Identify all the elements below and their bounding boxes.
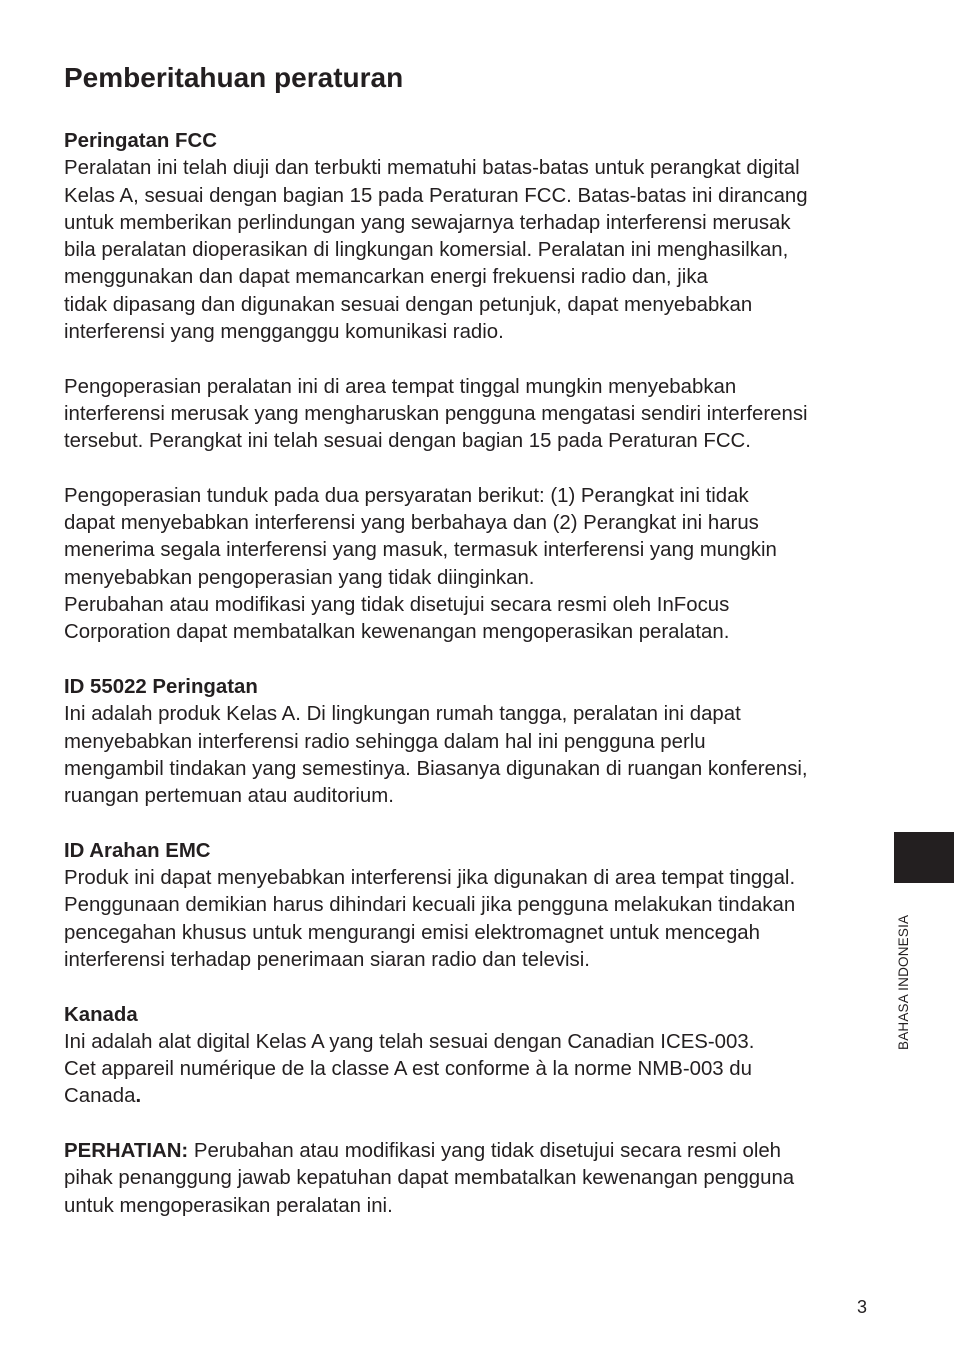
bold-period: . xyxy=(135,1085,142,1108)
text-line: bila peralatan dioperasikan di lingkungan komersial. Peralatan ini menghasilkan, xyxy=(64,239,789,262)
text-line: tidak dipasang dan digunakan sesuai dengan petunjuk, dapat menyebabkan xyxy=(64,293,753,316)
text-line: menyebabkan pengoperasian yang tidak diinginkan. xyxy=(64,566,535,589)
text-line: pencegahan khusus untuk mengurangi emisi elektromagnet untuk mencegah xyxy=(64,921,760,944)
id55022-heading: ID 55022 Peringatan xyxy=(64,675,258,698)
caution-section xyxy=(64,1138,894,1220)
page-number: 3 xyxy=(857,1297,868,1317)
document-body xyxy=(64,128,894,1247)
caution-paragraph xyxy=(64,1138,894,1220)
language-tab-marker xyxy=(894,832,954,883)
text-line xyxy=(64,1083,894,1110)
language-label: BAHASA INDONESIA xyxy=(896,914,911,1050)
emc-section xyxy=(64,838,894,974)
text-line: Ini adalah produk Kelas A. Di lingkungan rumah tangga, peralatan ini dapat xyxy=(64,703,741,726)
text-line: menyebabkan interferensi radio sehingga dalam hal ini pengguna perlu xyxy=(64,730,706,753)
text-line: interferensi merusak yang mengharuskan pengguna mengatasi sendiri interferensi xyxy=(64,402,808,425)
text-line: Produk ini dapat menyebabkan interferensi jika digunakan di area tempat tinggal. xyxy=(64,867,796,890)
text-line: ruangan pertemuan atau auditorium. xyxy=(64,785,394,808)
text-line: Pengoperasian peralatan ini di area tempat tinggal mungkin menyebabkan xyxy=(64,375,737,398)
text-line: pihak penanggung jawab kepatuhan dapat membatalkan kewenangan pengguna xyxy=(64,1167,795,1190)
text-line: Corporation dapat membatalkan kewenangan mengoperasikan peralatan. xyxy=(64,621,730,644)
id55022-section xyxy=(64,674,894,810)
text-line: Kelas A, sesuai dengan bagian 15 pada Peraturan FCC. Batas-batas ini dirancang xyxy=(64,184,808,207)
text-line: untuk mengoperasikan peralatan ini. xyxy=(64,1194,393,1217)
text-line: dapat menyebabkan interferensi yang berbahaya dan (2) Perangkat ini harus xyxy=(64,512,759,535)
caution-text: Perubahan atau modifikasi yang tidak disetujui secara resmi oleh xyxy=(188,1139,782,1162)
caution-label: PERHATIAN: xyxy=(64,1139,189,1162)
canada-section xyxy=(64,1002,894,1111)
text-line xyxy=(64,1138,894,1165)
text-line: Penggunaan demikian harus dihindari kecuali jika pengguna melakukan tindakan xyxy=(64,894,796,917)
text-line: Cet appareil numérique de la classe A est conforme à la norme NMB-003 du xyxy=(64,1058,752,1081)
text-line: mengambil tindakan yang semestinya. Biasanya digunakan di ruangan konferensi, xyxy=(64,757,808,780)
text-line: Peralatan ini telah diuji dan terbukti mematuhi batas-batas untuk perangkat digital xyxy=(64,157,800,180)
emc-heading: ID Arahan EMC xyxy=(64,839,211,862)
page-title: Pemberitahuan peraturan xyxy=(64,62,404,93)
fcc-paragraph-2 xyxy=(64,374,894,456)
text-line: tersebut. Perangkat ini telah sesuai dengan bagian 15 pada Peraturan FCC. xyxy=(64,430,751,453)
fcc-paragraph-1 xyxy=(64,155,894,346)
canada-paragraph xyxy=(64,1029,894,1111)
id55022-paragraph xyxy=(64,701,894,810)
text-line: Perubahan atau modifikasi yang tidak disetujui secara resmi oleh InFocus xyxy=(64,594,730,617)
fcc-paragraph-4 xyxy=(64,592,894,647)
fcc-paragraph-3 xyxy=(64,483,894,592)
text-line: interferensi yang mengganggu komunikasi radio. xyxy=(64,321,504,344)
text-line: Pengoperasian tunduk pada dua persyaratan berikut: (1) Perangkat ini tidak xyxy=(64,484,749,507)
text-line: untuk memberikan perlindungan yang sewajarnya terhadap interferensi merusak xyxy=(64,211,791,234)
emc-paragraph xyxy=(64,865,894,974)
text-line: interferensi terhadap penerimaan siaran radio dan televisi. xyxy=(64,948,590,971)
text-line: menggunakan dan dapat memancarkan energi frekuensi radio dan, jika xyxy=(64,266,708,289)
text-line: Ini adalah alat digital Kelas A yang telah sesuai dengan Canadian ICES-003. xyxy=(64,1030,755,1053)
canada-word: Canada xyxy=(64,1085,136,1108)
fcc-section xyxy=(64,128,894,647)
text-line: menerima segala interferensi yang masuk, termasuk interferensi yang mungkin xyxy=(64,539,777,562)
fcc-heading: Peringatan FCC xyxy=(64,130,217,152)
canada-heading: Kanada xyxy=(64,1003,138,1026)
